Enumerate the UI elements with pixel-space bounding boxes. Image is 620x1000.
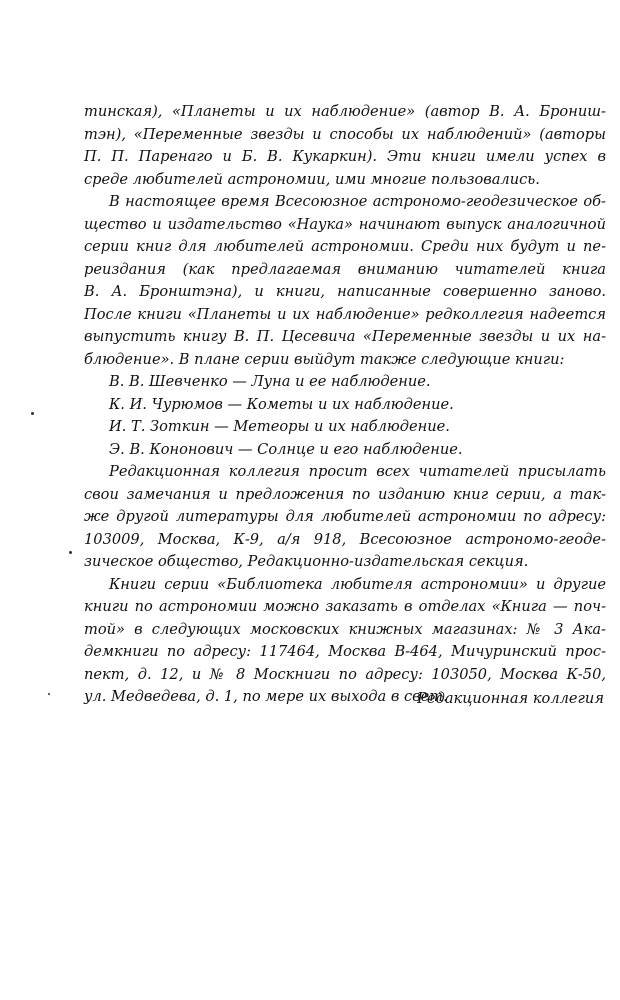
scan-speck [48, 693, 50, 695]
text-line: выпустить книгу В. П. Цесевича «Переменные звезды и их на- [84, 328, 606, 345]
book-list-item: Э. В. Кононович — Солнце и его наблюдение. [109, 440, 463, 458]
text-line: зическое общество, Редакционно-издательская секция. [84, 553, 529, 570]
text-line: той» в следующих московских книжных магазинах: № 3 Ака- [84, 620, 606, 638]
text-line: ул. Медведева, д. 1, по мере их выхода в свет. [84, 688, 448, 705]
text-line: тэн), «Переменные звезды и способы их наблюдений» (авторы [84, 125, 606, 143]
text-line: Книги серии «Библиотека любителя астрономии» и другие [109, 575, 606, 593]
text-line: Редакционная коллегия просит всех читателей присылать [109, 463, 606, 480]
text-line: же другой литературы для любителей астрономии по адресу: [84, 508, 606, 525]
book-list-item: И. Т. Зоткин — Метеоры и их наблюдение. [109, 418, 450, 435]
signature: Редакционная коллегия [417, 690, 604, 707]
book-list-item: В. В. Шевченко — Луна и ее наблюдение. [109, 373, 431, 390]
text-line: реиздания (как предлагаемая вниманию читателей книга [84, 260, 606, 278]
text-line: 103009, Москва, К-9, а/я 918, Всесоюзное астрономо-геоде- [84, 530, 606, 548]
text-line: свои замечания и предложения по изданию книг серии, а так- [84, 485, 606, 503]
text-line: В настоящее время Всесоюзное астрономо-геодезическое об- [109, 193, 606, 210]
text-line: тинская), «Планеты и их наблюдение» (автор В. А. Брониш- [84, 103, 606, 120]
text-line: книги по астрономии можно заказать в отделах «Книга — поч- [84, 598, 606, 615]
text-line: пект, д. 12, и № 8 Москниги по адресу: 103050, Москва К-50, [84, 665, 606, 683]
text-line: В. А. Бронштэна), и книги, написанные совершенно заново. [84, 283, 606, 300]
book-list [84, 371, 606, 461]
text-line: После книги «Планеты и их наблюдение» редколлегия надеется [84, 305, 606, 323]
text-line: серии книг для любителей астрономии. Среди них будут и пе- [84, 238, 606, 255]
body-text [84, 101, 606, 709]
paragraph-address [84, 461, 606, 574]
text-line: демкниги по адресу: 117464, Москва В-464, Мичуринский прос- [84, 643, 606, 660]
text-line: П. П. Паренаго и Б. В. Кукаркин). Эти книги имели успех в [84, 148, 606, 165]
text-line: щество и издательство «Наука» начинают выпуск аналогичной [84, 215, 606, 233]
paragraph-1 [84, 101, 606, 191]
text-line: блюдение». В плане серии выйдут также следующие книги: [84, 350, 565, 368]
paragraph-2 [84, 191, 606, 371]
text-line: среде любителей астрономии, ими многие пользовались. [84, 170, 540, 188]
scan-speck [31, 412, 34, 415]
scan-speck [69, 551, 72, 554]
book-list-item: К. И. Чурюмов — Кометы и их наблюдение. [109, 395, 454, 413]
